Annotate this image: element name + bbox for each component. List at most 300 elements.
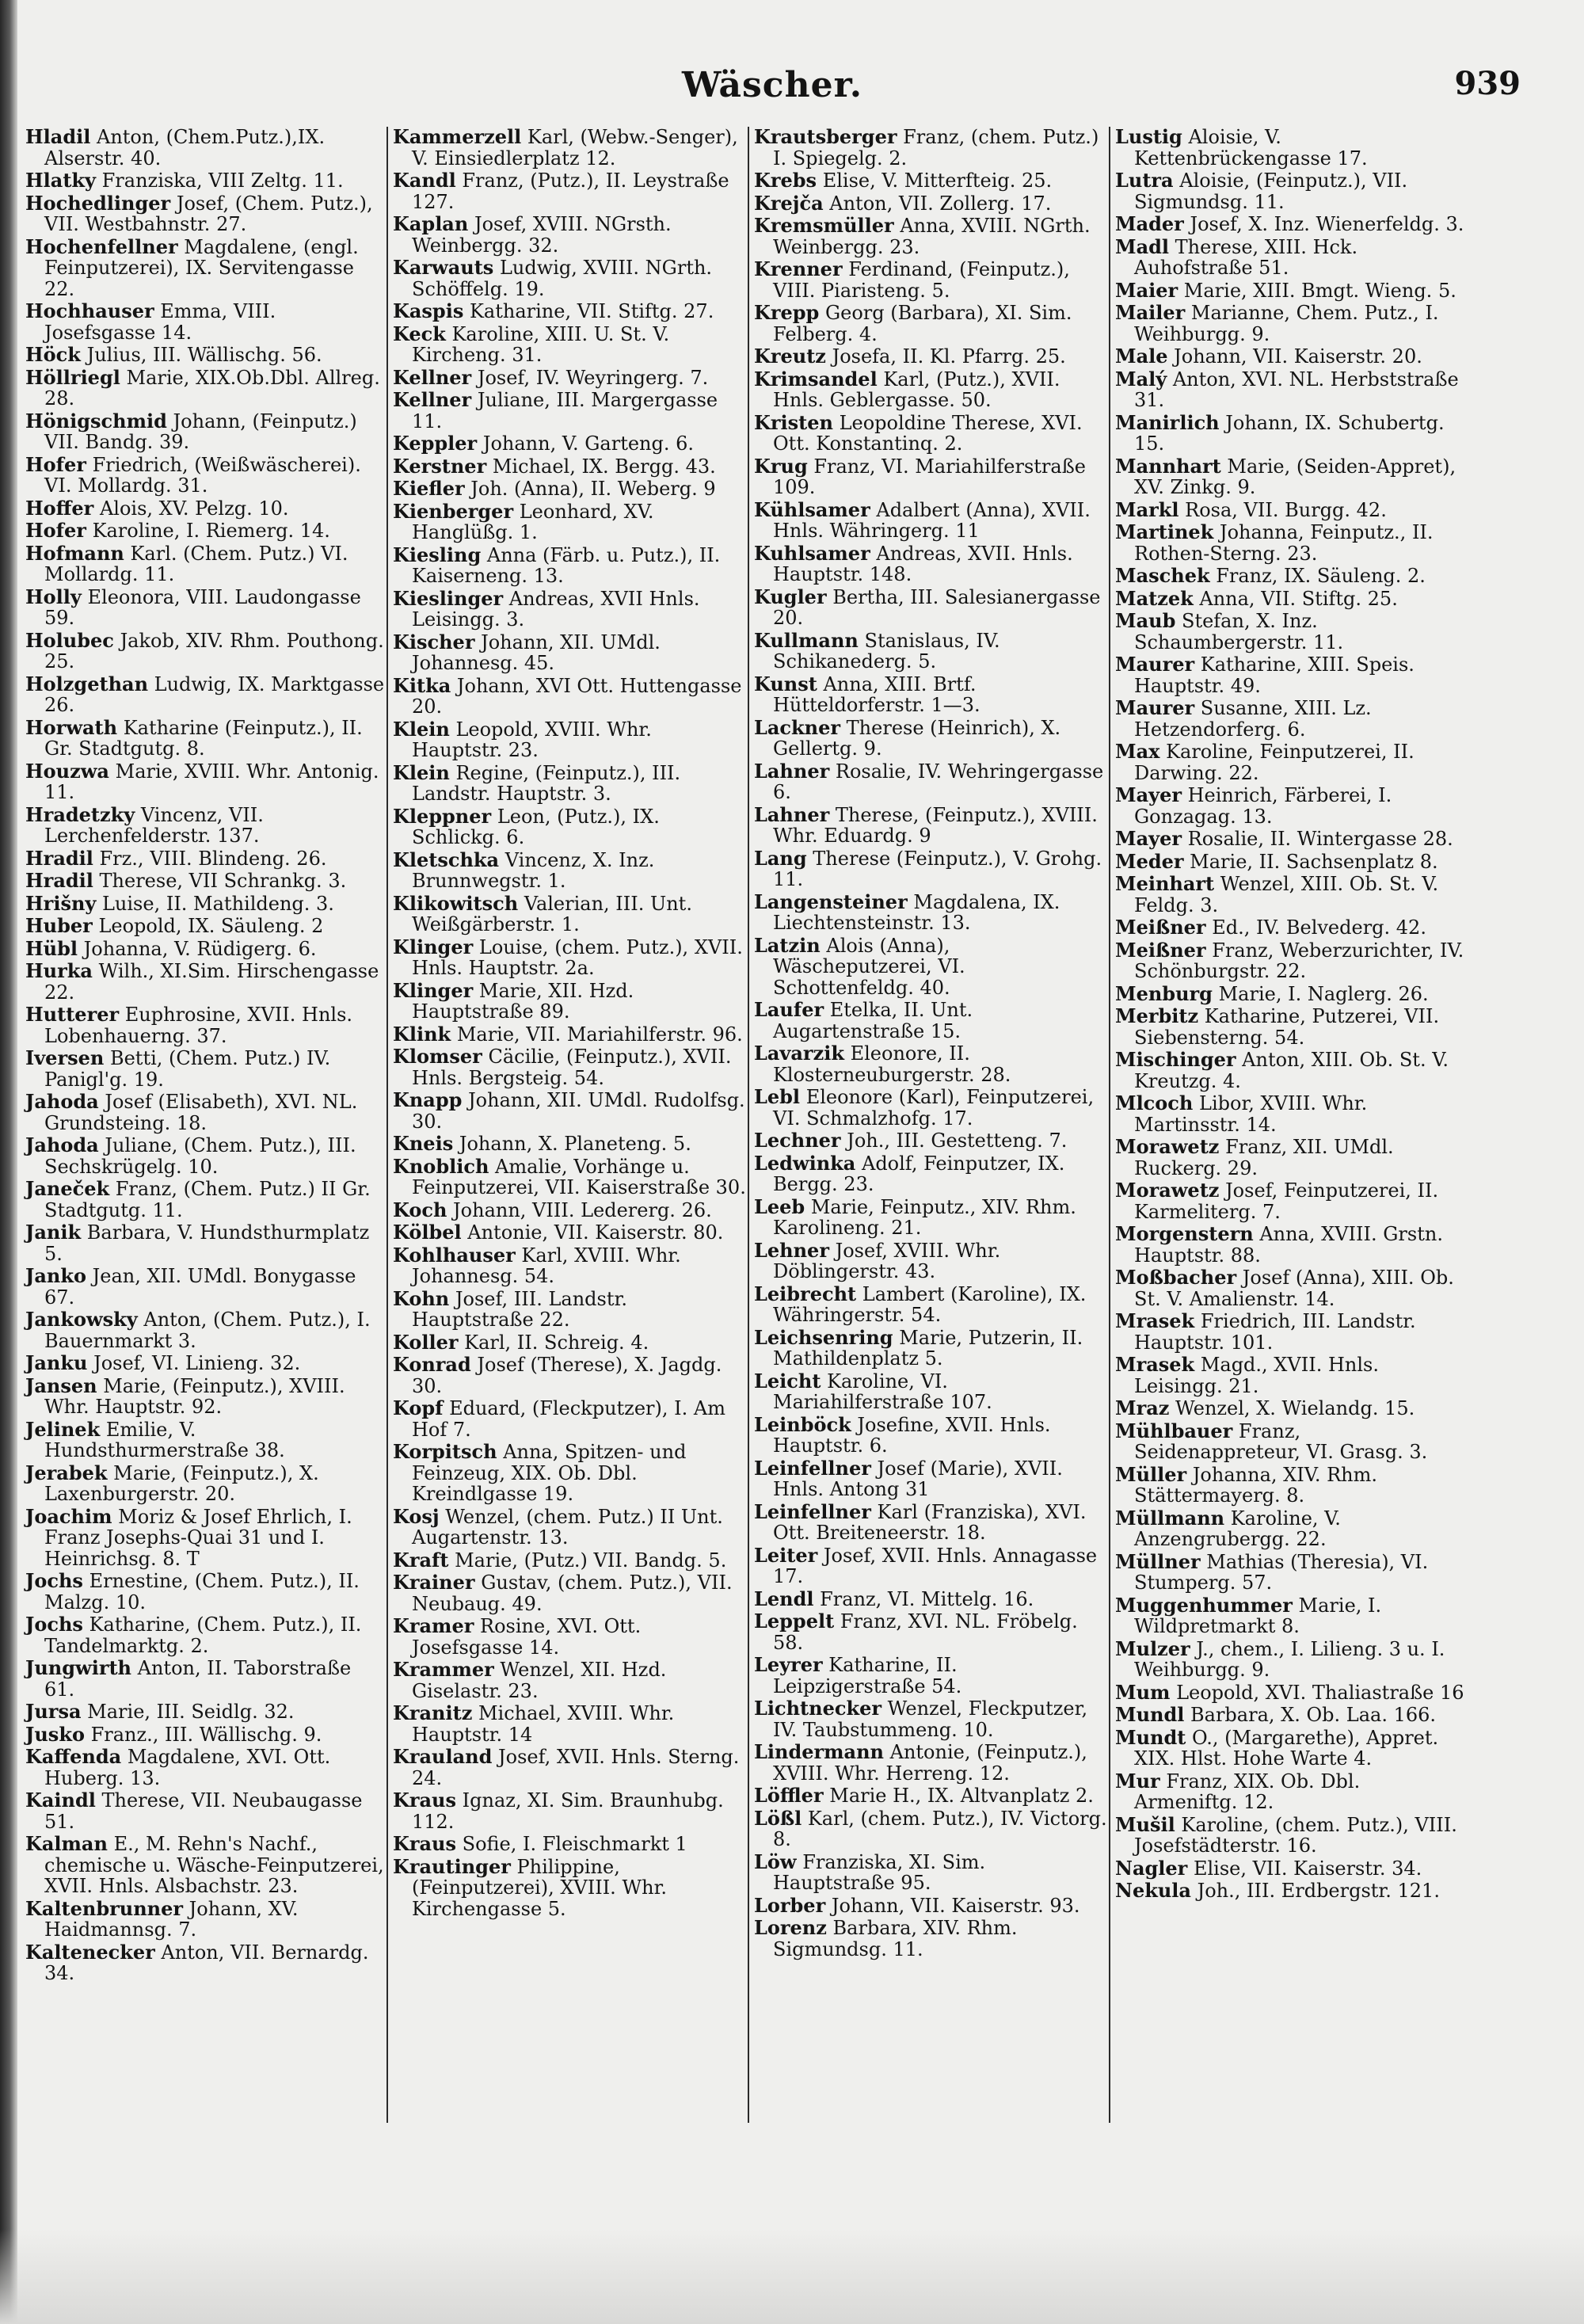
entry-details: Marie, XIX.Ob.Dbl. Allreg. 28. [44,366,380,410]
entry-details: Marie, (Seiden-Appret), XV. Zinkg. 9. [1134,455,1456,498]
entry-details: Marie, XIII. Bmgt. Wieng. 5. [1183,279,1456,302]
directory-entry [1115,829,1469,850]
directory-entry [1115,127,1469,169]
entry-details: Mathias (Theresia), VI. Stumperg. 57. [1134,1550,1429,1594]
entry-details: Anna (Färb. u. Putz.), II. Kaiserneng. 13. [412,543,721,587]
entry-surname: Kranitz [393,1701,473,1724]
entry-surname: Kunst [754,672,817,695]
entry-surname: Klein [393,717,450,741]
directory-entry [1115,1682,1469,1704]
entry-surname: Kellner [393,388,472,411]
entry-surname: Krug [754,454,808,478]
entry-surname: Janku [25,1351,88,1374]
directory-entry [754,892,1108,934]
entry-details: Wenzel, XII. Hzd. Giselastr. 23. [412,1659,667,1702]
entry-surname: Janko [25,1264,86,1287]
entry-details: Juliane, III. Margergasse 11. [412,389,718,432]
entry-surname: Leeb [754,1194,805,1218]
directory-entry [754,1412,1108,1457]
entry-surname: Mischinger [1115,1048,1236,1071]
entry-details: Anna, XVIII. Grstn. Hauptstr. 88. [1134,1223,1443,1267]
entry-surname: Leichsenring [754,1325,893,1349]
directory-entry [1115,456,1469,498]
directory-entry [1115,1137,1469,1179]
directory-entry [1115,1705,1469,1726]
entry-surname: Joachim [25,1504,112,1528]
entry-surname: Mrasek [1115,1353,1195,1376]
entry-surname: Lang [754,846,807,870]
entry-details: Franziska, XI. Sim. Hauptstraße 95. [773,1850,986,1894]
directory-entry [25,1504,386,1570]
entry-surname: Kohlhauser [393,1243,516,1267]
entry-surname: Jahoda [25,1133,99,1156]
directory-entry [25,761,386,803]
directory-entry [393,1550,747,1572]
entry-details: Sofie, I. Fleischmarkt 1 [462,1833,687,1855]
entry-surname: Matzek [1115,586,1194,610]
entry-details: Bertha, III. Salesianergasse 20. [773,585,1101,629]
entry-surname: Janik [25,1221,82,1244]
entry-surname: Mulzer [1115,1636,1190,1660]
directory-entry [754,587,1108,629]
directory-entry [393,1398,747,1440]
entry-details: Marie, XVIII. Whr. Antonig. 11. [44,760,379,803]
entry-details: Rosa, VII. Burgg. 42. [1185,498,1387,521]
directory-entry [393,673,747,718]
entry-surname: Mum [1115,1680,1171,1704]
entry-details: Emma, VIII. Josefsgasse 14. [44,300,276,344]
directory-entry [393,586,747,631]
entry-details: Therese (Feinputz.), V. Grohg. 11. [773,847,1102,890]
directory-entry [25,1135,386,1177]
entry-surname: Mayer [1115,783,1182,806]
entry-surname: Hladil [25,125,91,148]
directory-entry [393,365,747,389]
directory-entry [393,1572,747,1614]
entry-details: Karoline, VI. Mariahilferstraße 107. [773,1370,992,1413]
directory-entry [393,1286,747,1331]
entry-surname: Male [1115,345,1168,368]
directory-entry [1115,497,1469,521]
entry-details: Marie, III. Seidlg. 32. [87,1701,295,1723]
directory-entry [754,456,1108,498]
entry-surname: Kammerzell [393,125,522,148]
directory-entry [25,893,386,915]
entry-surname: Ledwinka [754,1151,856,1175]
directory-entry [393,1616,747,1658]
entry-details: Franz, XIX. Ob. Dbl. Armeniftg. 12. [1134,1770,1361,1813]
directory-entry [25,301,386,343]
entry-details: Karoline, (chem. Putz.), VIII. Josefstädterstr. 16. [1134,1813,1457,1857]
entry-details: Therese, (Feinputz.), XVIII. Whr. Eduardg. 9 [773,803,1098,847]
directory-entry [754,848,1108,890]
entry-details: Josef (Anna), XIII. Ob. St. V. Amalienstr. 14. [1134,1267,1454,1310]
entry-details: Franz, XVI. NL. Fröbelg. 58. [773,1610,1078,1654]
entry-surname: Hlatky [25,169,97,192]
entry-details: Ignaz, XI. Sim. Braunhubg. 112. [412,1789,724,1833]
directory-entry [1115,1858,1469,1880]
entry-surname: Maschek [1115,564,1210,587]
entry-details: Karl, (Putz.), XVII. Hnls. Geblergasse. 50. [773,368,1060,411]
entry-details: Johann, XV. Haidmannsg. 7. [44,1897,299,1941]
entry-surname: Max [1115,740,1160,763]
entry-surname: Janeček [25,1177,110,1200]
entry-details: Johann, X. Planeteng. 5. [459,1133,691,1155]
entry-details: Rosine, XVI. Ott. Josefsgasse 14. [412,1615,642,1659]
entry-details: Adalbert (Anna), XVII. Hnls. Währingerg. 11 [773,498,1091,542]
entry-surname: Malý [1115,367,1167,391]
entry-details: Vincenz, X. Inz. Brunnwegstr. 1. [412,848,655,892]
entry-surname: Leicht [754,1369,821,1392]
directory-entry [754,543,1108,585]
entry-details: Eduard, (Fleckputzer), I. Am Hof 7. [412,1397,725,1441]
entry-details: Rosalie, II. Wintergasse 28. [1187,828,1453,850]
directory-entry [1115,940,1469,982]
directory-entry [393,978,747,1023]
entry-details: Leopold, XVI. Thaliastraße 16 [1176,1681,1464,1704]
entry-details: Stefan, X. Inz. Schaumbergerstr. 11. [1134,610,1344,653]
entry-details: Wenzel, XIII. Ob. St. V. Feldg. 3. [1134,873,1439,916]
entry-details: Franz, Seidenappreteur, VI. Grasg. 3. [1134,1419,1428,1463]
entry-details: Marie, VII. Mariahilferstr. 96. [456,1023,743,1046]
entry-details: Vincenz, VII. Lerchenfelderstr. 137. [44,803,264,847]
entry-surname: Krautinger [393,1854,511,1878]
entry-details: Andreas, XVII Hnls. Leisingg. 3. [412,587,700,631]
entry-surname: Hochenfellner [25,234,178,258]
directory-entry [393,433,747,455]
entry-details: Marie, I. Naglerg. 26. [1218,982,1429,1005]
entry-details: Magdalena, IX. Liechtensteinstr. 13. [773,890,1060,934]
entry-surname: Kremsmüller [754,214,894,237]
entry-surname: Höck [25,343,81,366]
entry-surname: Krauland [393,1745,493,1768]
entry-details: Amalie, Vorhänge u. Feinputzerei, VII. Kaiserstraße 30. [412,1155,746,1198]
entry-details: Leopoldine Therese, XVI. Ott. Konstantinq. 2. [773,411,1083,455]
directory-entry [393,390,747,432]
entry-surname: Lackner [754,715,841,739]
entry-details: Johann, VIII. Ledererg. 26. [453,1198,712,1221]
entry-surname: Müller [1115,1462,1187,1486]
entry-details: Karoline, V. Anzengrubergg. 22. [1134,1507,1341,1550]
entry-surname: Mundt [1115,1725,1186,1749]
entry-surname: Lechner [754,1129,841,1152]
entry-surname: Hochhauser [25,299,154,322]
entry-surname: Meißner [1115,916,1206,939]
directory-entry [754,628,1108,672]
entry-details: Anton, (Chem. Putz.), I. Bauernmarkt 3. [44,1309,371,1352]
entry-details: Leopold, XVIII. Whr. Hauptstr. 23. [412,718,652,761]
entry-surname: Klinger [393,935,474,958]
entry-surname: Krimsandel [754,367,878,391]
entry-details: Marie, (Putz.) VII. Bandg. 5. [455,1549,727,1572]
directory-entry [1115,874,1469,916]
entry-details: Marie, Feinputz., XIV. Rhm. Karolineng. 21. [773,1195,1076,1239]
entry-details: Wenzel, X. Wielandg. 15. [1175,1397,1415,1419]
page-bottom-shade [0,2229,1584,2324]
directory-entry [393,1703,747,1745]
entry-surname: Leinfellner [754,1499,871,1523]
directory-entry [754,761,1108,803]
directory-entry [393,1747,747,1789]
entry-surname: Jerabek [25,1461,108,1484]
entry-surname: Madl [1115,234,1170,258]
entry-surname: Meinhart [1115,872,1215,895]
entry-details: Leon, (Putz.), IX. Schlickg. 6. [412,805,660,848]
entry-surname: Klinger [393,978,474,1002]
entry-details: Wenzel, Fleckputzer, IV. Taubstummeng. 10. [773,1697,1088,1741]
entry-details: Josef, III. Landstr. Hauptstraße 22. [412,1287,627,1331]
entry-surname: Lorber [754,1893,826,1917]
directory-entry [754,259,1108,301]
entry-details: Alois (Anna), Wäscheputzerei, VI. Schottenfeldg. 40. [773,934,965,999]
entry-details: Franz, IX. Säuleng. 2. [1216,565,1426,587]
entry-surname: Hoffer [25,496,94,520]
entry-surname: Kullmann [754,628,859,652]
entry-surname: Klomser [393,1045,482,1068]
directory-entry [393,1200,747,1221]
directory-entry [25,1724,386,1746]
entry-details: Anna, Spitzen- und Feinzeug, XIX. Ob. Dbl. Kreindlgasse 19. [412,1441,687,1505]
entry-details: Friedrich, (Weißwäscherei). VI. Mollardg. 31. [44,453,361,497]
entry-surname: Leppelt [754,1610,835,1633]
directory-entry [25,1658,386,1700]
entry-details: Eleonora, VIII. Laudongasse 59. [44,585,361,629]
entry-details: Josef (Elisabeth), XVI. NL. Grundsteing. 18. [44,1091,358,1134]
entry-surname: Kraft [393,1548,449,1572]
directory-entry [754,1655,1108,1697]
entry-surname: Kiefler [393,477,465,500]
directory-entry [393,1156,747,1198]
entry-details: Josef, XVII. Hnls. Sterng. 24. [412,1746,740,1789]
entry-details: Karoline, Feinputzerei, II. Darwing. 22. [1134,741,1415,784]
directory-entry [25,1571,386,1613]
entry-surname: Kaindl [25,1789,96,1812]
directory-entry [393,1354,747,1396]
entry-details: Wilh., XI.Sim. Hirschengasse 22. [44,960,379,1004]
directory-entry [393,806,747,848]
directory-entry [1115,1050,1469,1092]
entry-details: Barbara, V. Hundsthurmplatz 5. [44,1221,370,1265]
entry-surname: Hurka [25,959,93,982]
entry-details: Therese, XIII. Hck. Auhofstraße 51. [1134,235,1358,279]
entry-details: J., chem., I. Lilieng. 3 u. I. Weihburgg. 9. [1134,1637,1445,1681]
entry-surname: Kellner [393,365,472,389]
entry-details: Anna, XIII. Brtf. Hütteldorferstr. 1—3. [773,672,980,716]
directory-entry [25,1942,386,1984]
directory-entry [754,1325,1108,1370]
entry-surname: Maurer [1115,696,1195,719]
directory-entry [25,871,386,892]
directory-entry [25,1463,386,1505]
directory-entry [754,935,1108,999]
directory-entry [25,1353,386,1374]
directory-entry [25,916,386,937]
entry-surname: Kaplan [393,212,469,235]
entry-surname: Moßbacher [1115,1266,1237,1289]
entry-surname: Kosj [393,1504,440,1528]
entry-surname: Markl [1115,497,1179,521]
directory-entry [754,497,1108,542]
entry-details: Josef (Marie), XVII. Hnls. Antong 31 [773,1457,1063,1500]
entry-surname: Kuhlsamer [754,541,870,565]
directory-entry [25,170,386,192]
entry-surname: Knapp [393,1088,463,1111]
entry-surname: Hönigschmid [25,409,167,432]
entry-surname: Krepp [754,301,820,324]
entry-surname: Kneis [393,1132,454,1155]
directory-entry [25,1419,386,1461]
entry-details: Heinrich, Färberei, I. Gonzagag. 13. [1134,784,1392,828]
entry-details: Franz, (Chem. Putz.) II Gr. Stadtgutg. 11. [44,1178,371,1221]
entry-surname: Hutterer [25,1003,120,1026]
directory-entry [1115,1880,1469,1902]
entry-details: Joh., III. Gestetteng. 7. [847,1130,1068,1152]
directory-entry [1115,1180,1469,1222]
directory-entry [1115,917,1469,939]
directory-entry [754,1499,1108,1544]
entry-details: Moriz & Josef Ehrlich, I. Franz Josephs-Quai 31 und I. Heinrichsg. 8. T [44,1505,352,1570]
entry-details: Karl. (Chem. Putz.) VI. Mollardg. 11. [44,542,348,585]
entry-surname: Hochedlinger [25,191,171,215]
entry-details: Anton, II. Taborstraße 61. [44,1657,352,1701]
directory-entry [754,1194,1108,1239]
directory-entry [1115,1462,1469,1507]
entry-surname: Holly [25,585,82,608]
entry-details: Karl, (Webw.-Senger), V. Einsiedlerplatz 12. [412,126,738,170]
directory-entry [25,452,386,497]
entry-surname: Mannhart [1115,454,1221,478]
directory-entry [1115,214,1469,235]
directory-entry [393,1222,747,1244]
entry-details: Franz, (chem. Putz.) I. Spiegelg. 2. [773,126,1099,170]
entry-surname: Lendl [754,1587,814,1610]
directory-entry [25,234,386,300]
directory-entry [393,1790,747,1832]
directory-entry [25,1614,386,1656]
entry-surname: Koch [393,1198,447,1221]
entry-surname: Kugler [754,585,827,608]
entry-surname: Kristen [754,410,833,434]
entry-details: Michael, IX. Bergg. 43. [492,455,716,478]
directory-entry [754,1918,1108,1960]
directory-entry [25,1222,386,1264]
entry-surname: Maier [1115,278,1178,302]
entry-surname: Mader [1115,212,1184,235]
entry-surname: Klink [393,1022,451,1046]
directory-entry [25,961,386,1003]
entry-surname: Klein [393,760,450,784]
directory-entry [393,632,747,674]
directory-entry [754,1043,1108,1085]
entry-details: Adolf, Feinputzer, IX. Bergg. 23. [773,1152,1065,1195]
entry-details: Euphrosine, XVII. Hnls. Lobenhauerng. 37. [44,1004,353,1047]
entry-details: Josef, XVIII. NGrsth. Weinbergg. 32. [412,213,672,257]
directory-entry [25,674,386,716]
entry-details: Marie, XII. Hzd. Hauptstraße 89. [412,979,634,1023]
directory-entry [1115,1421,1469,1463]
entry-details: Johann, VII. Kaiserstr. 93. [831,1894,1080,1917]
entry-surname: Krenner [754,257,843,280]
directory-entry [393,1090,747,1132]
entry-details: Franz, VI. Mittelg. 16. [820,1587,1034,1610]
entry-details: Josef, (Chem. Putz.), VII. Westbahnstr. 27. [44,192,373,235]
entry-details: Lambert (Karoline), IX. Währingerstr. 54. [773,1282,1087,1326]
entry-details: Josef, XVIII. Whr. Döblingerstr. 43. [773,1239,1001,1282]
entry-details: Leonhard, XV. Hanglüßg. 1. [412,500,654,543]
entry-surname: Morawetz [1115,1135,1220,1158]
entry-surname: Leinböck [754,1412,851,1436]
entry-surname: Meder [1115,849,1184,873]
entry-surname: Kleppner [393,804,492,828]
entry-details: Julius, III. Wällischg. 56. [86,344,322,366]
entry-surname: Laufer [754,998,824,1021]
entry-details: Johann, IX. Schubertg. 15. [1134,411,1445,455]
entry-surname: Jusko [25,1722,85,1746]
entry-surname: Morawetz [1115,1179,1220,1202]
directory-entry [25,1896,386,1941]
entry-details: Karl, XVIII. Whr. Johannesg. 54. [412,1244,681,1287]
entry-surname: Latzin [754,933,821,957]
entry-details: Andreas, XVII. Hnls. Hauptstr. 148. [773,542,1073,585]
entry-surname: Keck [393,322,446,345]
directory-entry [393,501,747,543]
directory-entry [393,760,747,805]
entry-details: Anton, (Chem.Putz.),IX. Alserstr. 40. [44,126,326,170]
directory-entry [25,1048,386,1090]
entry-details: Elise, VII. Kaiserstr. 34. [1193,1857,1422,1880]
entry-details: Marie, (Feinputz.), XVIII. Whr. Hauptstr. 92. [44,1374,345,1418]
entry-surname: Kalman [25,1832,108,1855]
entry-surname: Mundl [1115,1703,1185,1726]
entry-details: Karoline, I. Riemerg. 14. [92,520,330,542]
entry-details: Therese, VII Schrankg. 3. [99,870,347,892]
directory-entry [1115,566,1469,587]
entry-surname: Jursa [25,1700,82,1723]
directory-entry [393,1442,747,1505]
directory-entry [393,1046,747,1088]
entry-details: Katharine, XIII. Speis. Hauptstr. 49. [1134,653,1415,697]
directory-entry [754,215,1108,257]
directory-entry [1115,1006,1469,1048]
entry-surname: Mlcoch [1115,1092,1194,1114]
directory-entry [1115,1725,1469,1770]
entry-details: Cäcilie, (Feinputz.), XVII. Hnls. Bergsteig. 54. [412,1046,732,1089]
entry-surname: Jochs [25,1613,83,1636]
entry-details: Johann, V. Garteng. 6. [482,432,695,455]
entry-surname: Lößl [754,1806,802,1830]
directory-entry [1115,234,1469,279]
directory-entry [393,719,747,761]
entry-details: Karl, (chem. Putz.), IV. Victorg. 8. [773,1807,1107,1850]
directory-entry [393,937,747,979]
entry-details: Franz, XII. UMdl. Ruckerg. 29. [1134,1136,1394,1179]
directory-entry [393,1834,747,1855]
entry-surname: Kletschka [393,848,500,871]
directory-entry [1115,1267,1469,1309]
entry-surname: Lustig [1115,125,1182,148]
entry-surname: Kerstner [393,454,487,478]
entry-surname: Kitka [393,673,451,697]
directory-entry [1115,1549,1469,1594]
directory-entry [754,369,1108,411]
directory-entry [393,1332,747,1354]
entry-surname: Kieslinger [393,586,504,610]
entry-details: Etelka, II. Unt. Augartenstraße 15. [773,999,973,1042]
entry-details: Louise, (chem. Putz.), XVII. Hnls. Hauptstr. 2a. [412,935,743,979]
entry-surname: Holzgethan [25,672,149,695]
directory-columns [25,125,1464,2123]
directory-entry [25,411,386,453]
